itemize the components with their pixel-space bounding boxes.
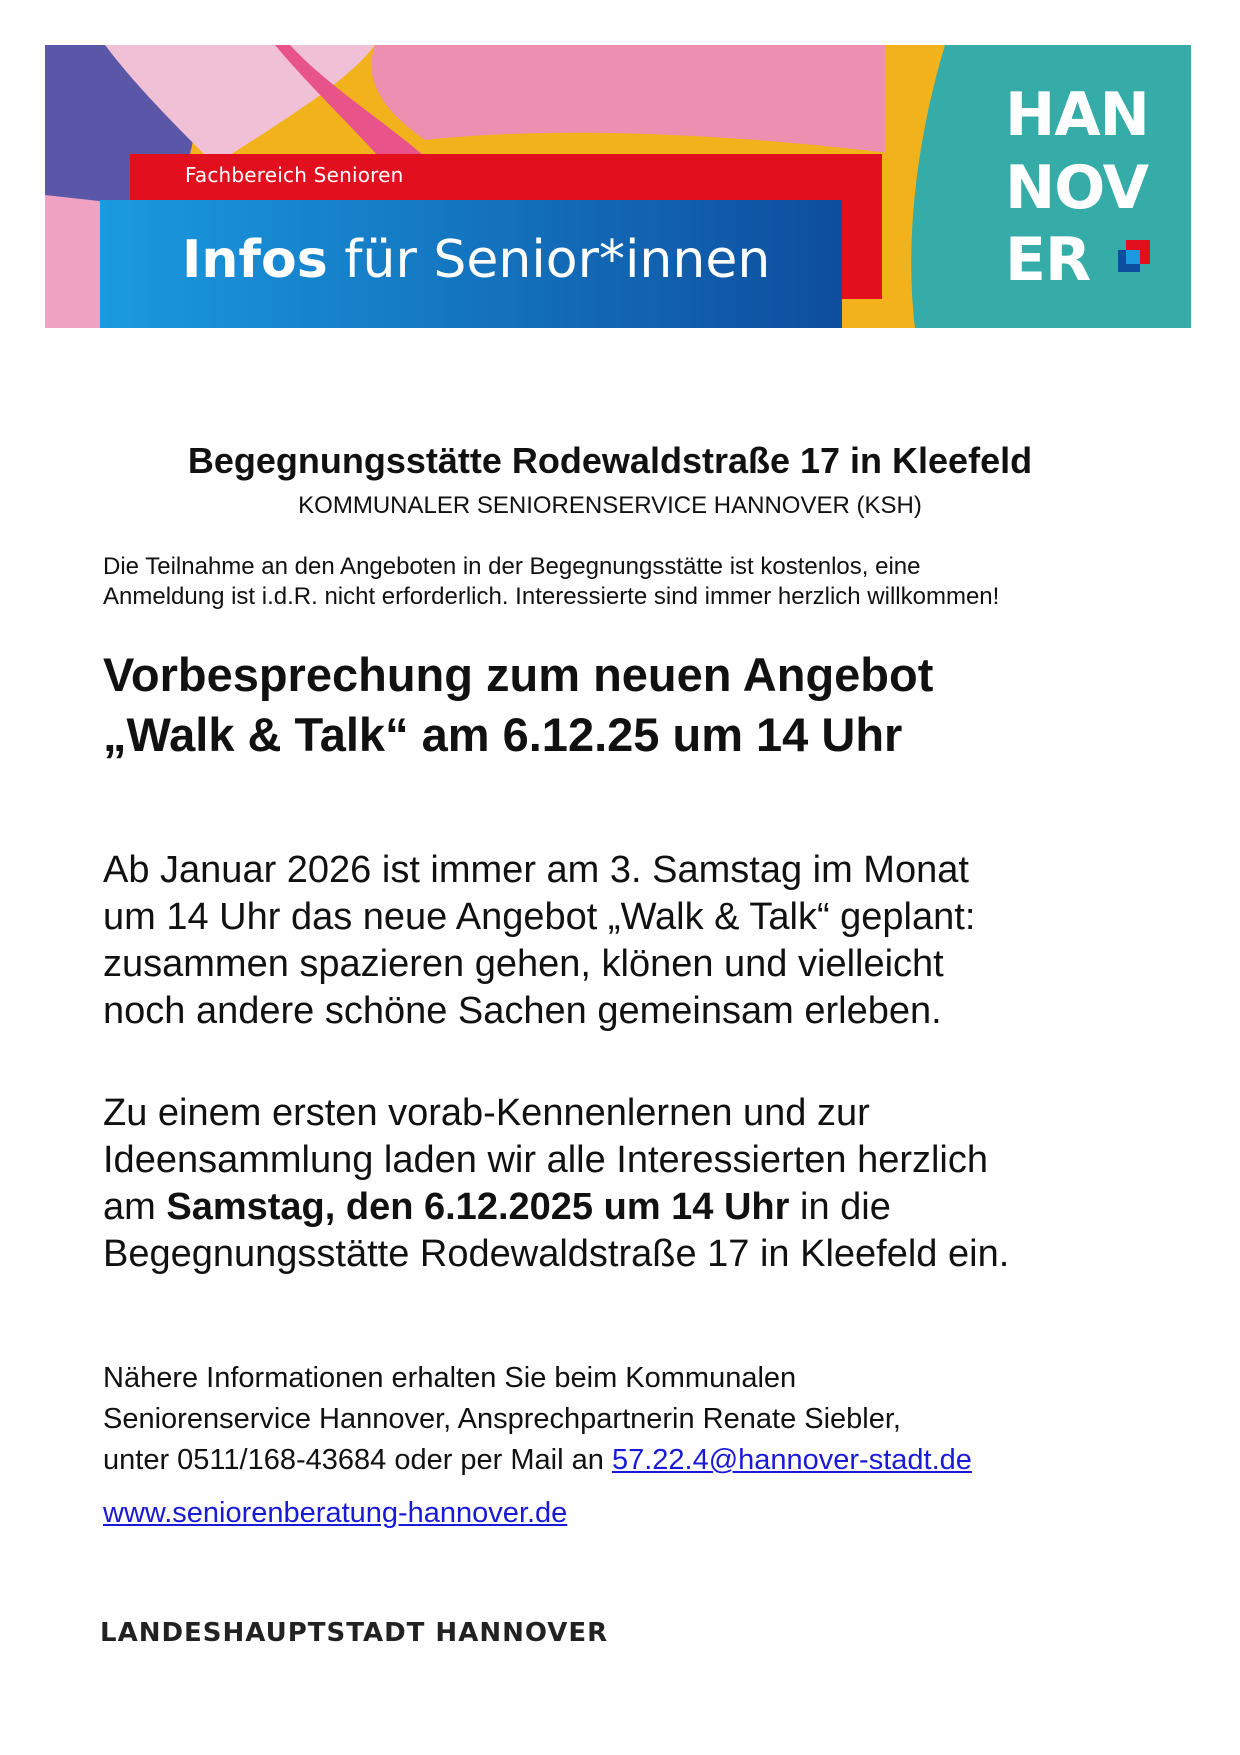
footer-city-name: LANDESHAUPTSTADT HANNOVER [100, 1618, 609, 1648]
intro-line-1: Die Teilnahme an den Angeboten in der Begegnungsstätte ist kostenlos, eine [103, 553, 921, 580]
hannover-logo-line-2: NOV [1005, 153, 1149, 223]
paragraph-invitation [103, 1090, 1009, 1278]
paragraph-line: Zu einem ersten vorab-Kennenlernen und zur [103, 1092, 870, 1134]
hannover-logo-squares-icon [1118, 240, 1150, 274]
info-line-1: Nähere Informationen erhalten Sie beim Kommunalen [103, 1362, 797, 1394]
info-line-2: Seniorenservice Hannover, Ansprechpartnerin Renate Siebler, [103, 1403, 901, 1435]
paragraph-line: Ideensammlung laden wir alle Interessierten herzlich [103, 1139, 989, 1181]
paragraph-line: noch andere schöne Sachen gemeinsam erleben. [103, 990, 942, 1032]
organization-subtitle: KOMMUNALER SENIORENSERVICE HANNOVER (KSH) [298, 492, 922, 519]
info-line-3 [103, 1440, 972, 1481]
banner-title [182, 228, 770, 292]
invitation-date: Samstag, den 6.12.2025 um 14 Uhr [166, 1186, 790, 1228]
paragraph-line: um 14 Uhr das neue Angebot „Walk & Talk“ geplant: [103, 896, 976, 938]
intro-line-2: Anmeldung ist i.d.R. nicht erforderlich. Interessierte sind immer herzlich willkommen! [103, 583, 1000, 610]
hannover-logo-line-1: HAN [1005, 80, 1149, 150]
intro-text [103, 552, 1143, 612]
info-phone-text: unter 0511/168-43684 oder per Mail an [103, 1444, 612, 1476]
hannover-logo-line-3: ER [1005, 225, 1091, 295]
website-link[interactable]: www.seniorenberatung-hannover.de [103, 1497, 568, 1529]
paragraph-line: Ab Januar 2026 ist immer am 3. Samstag im Monat [103, 849, 969, 891]
contact-info [103, 1358, 972, 1481]
main-heading-line-1: Vorbesprechung zum neuen Angebot [103, 648, 934, 701]
place-title: Begegnungsstätte Rodewaldstraße 17 in Kleefeld [187, 440, 1033, 481]
invitation-post: in die [789, 1186, 891, 1228]
banner-title-bold: Infos [182, 230, 328, 290]
paragraph-schedule [103, 847, 975, 1035]
paragraph-line: zusammen spazieren gehen, klönen und vielleicht [103, 943, 944, 985]
email-link[interactable]: 57.22.4@hannover-stadt.de [611, 1444, 972, 1476]
paragraph-line [103, 1184, 1009, 1231]
paragraph-line: Begegnungsstätte Rodewaldstraße 17 in Kleefeld ein. [103, 1233, 1010, 1275]
banner-title-rest: für Senior*innen [327, 230, 771, 290]
main-heading [103, 645, 933, 765]
department-label: Fachbereich Senioren [185, 163, 404, 187]
main-heading-line-2: „Walk & Talk“ am 6.12.25 um 14 Uhr [103, 708, 903, 761]
invitation-pre: am [103, 1186, 167, 1228]
